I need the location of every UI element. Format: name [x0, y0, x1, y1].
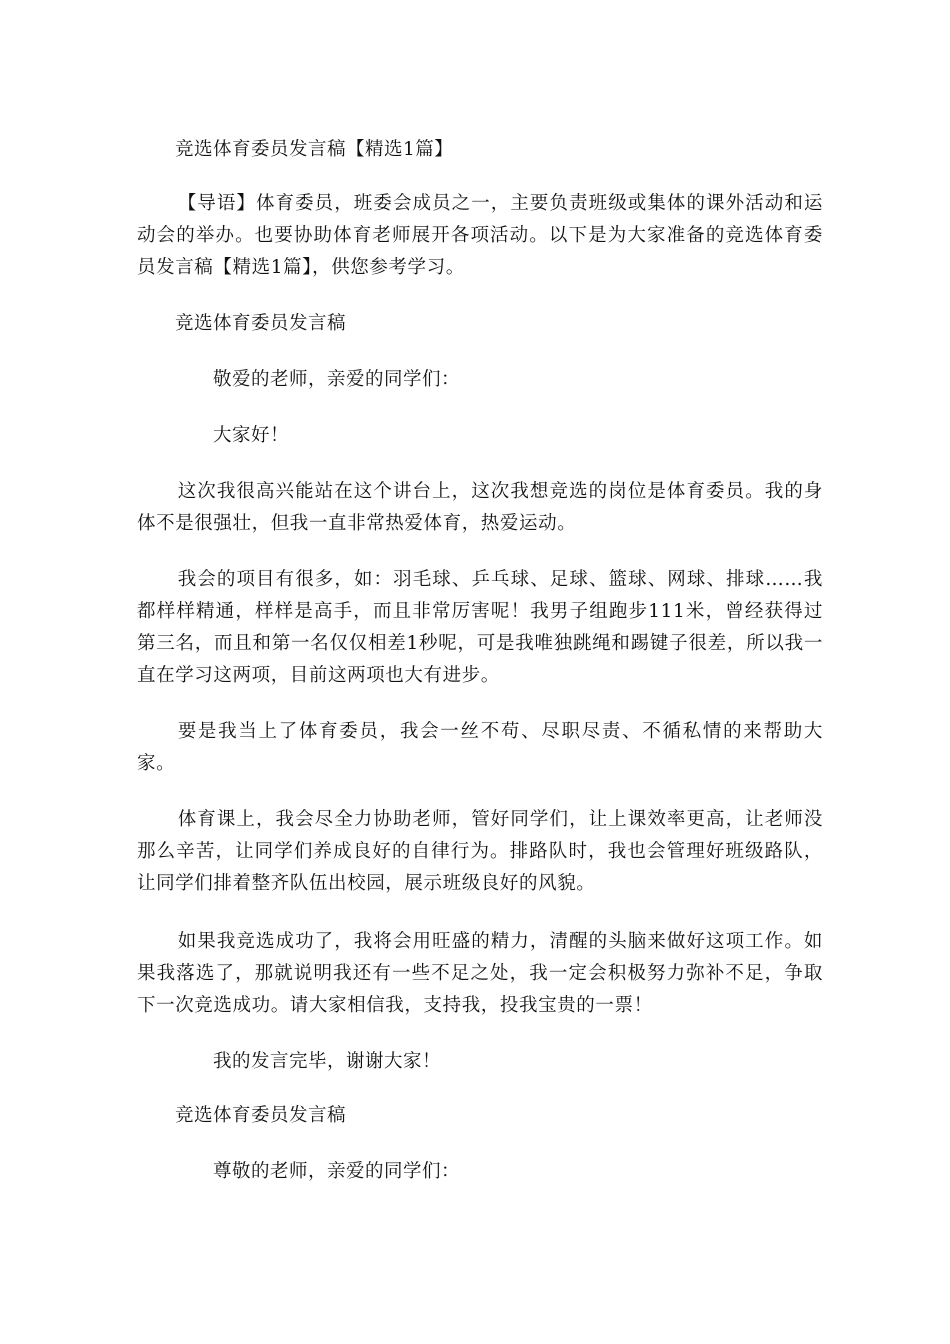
- greeting-2: 尊敬的老师，亲爱的同学们：: [213, 1161, 461, 1182]
- greeting-1: 敬爱的老师，亲爱的同学们：: [213, 369, 461, 390]
- paragraph-4: 体育课上，我会尽全力协助老师，管好同学们，让上课效率更高，让老师没那么辛苦，让同学们养成良好的自律行为。排路队时，我也会管理好班级路队，让同学们排着整齐队伍出校园，展示班级良好的风貌。: [137, 809, 823, 894]
- document-title: 竞选体育委员发言稿【精选1篇】: [175, 139, 454, 160]
- paragraph-3: 要是我当上了体育委员，我会一丝不苟、尽职尽责、不循私情的来帮助大家。: [137, 721, 823, 774]
- paragraph-1: 这次我很高兴能站在这个讲台上，这次我想竞选的岗位是体育委员。我的身体不是很强壮，但我一直非常热爱体育，热爱运动。: [137, 481, 823, 534]
- intro-paragraph: 【导语】体育委员，班委会成员之一，主要负责班级或集体的课外活动和运动会的举办。也要协助体育老师展开各项活动。以下是为大家准备的竞选体育委员发言稿【精选1篇】，供您参考学习。: [137, 193, 823, 278]
- paragraph-5: 如果我竞选成功了，我将会用旺盛的精力，清醒的头脑来做好这项工作。如果我落选了，那就说明我还有一些不足之处，我一定会积极努力弥补不足，争取下一次竞选成功。请大家相信我，支持我，投我宝贵的一票！: [137, 931, 823, 1016]
- closing-line: 我的发言完毕，谢谢大家！: [213, 1051, 442, 1072]
- section-title-1: 竞选体育委员发言稿: [175, 313, 347, 334]
- paragraph-2: 我会的项目有很多，如：羽毛球、乒乓球、足球、篮球、网球、排球……我都样样精通，样样是高手，而且非常厉害呢！我男子组跑步111米，曾经获得过第三名，而且和第一名仅仅相差1秒呢，可是我唯独跳绳和踢键子很差，所以我一直在学习这两项，目前这两项也大有进步。: [137, 569, 823, 686]
- section-title-2: 竞选体育委员发言稿: [175, 1105, 347, 1126]
- hello-line: 大家好！: [213, 425, 290, 446]
